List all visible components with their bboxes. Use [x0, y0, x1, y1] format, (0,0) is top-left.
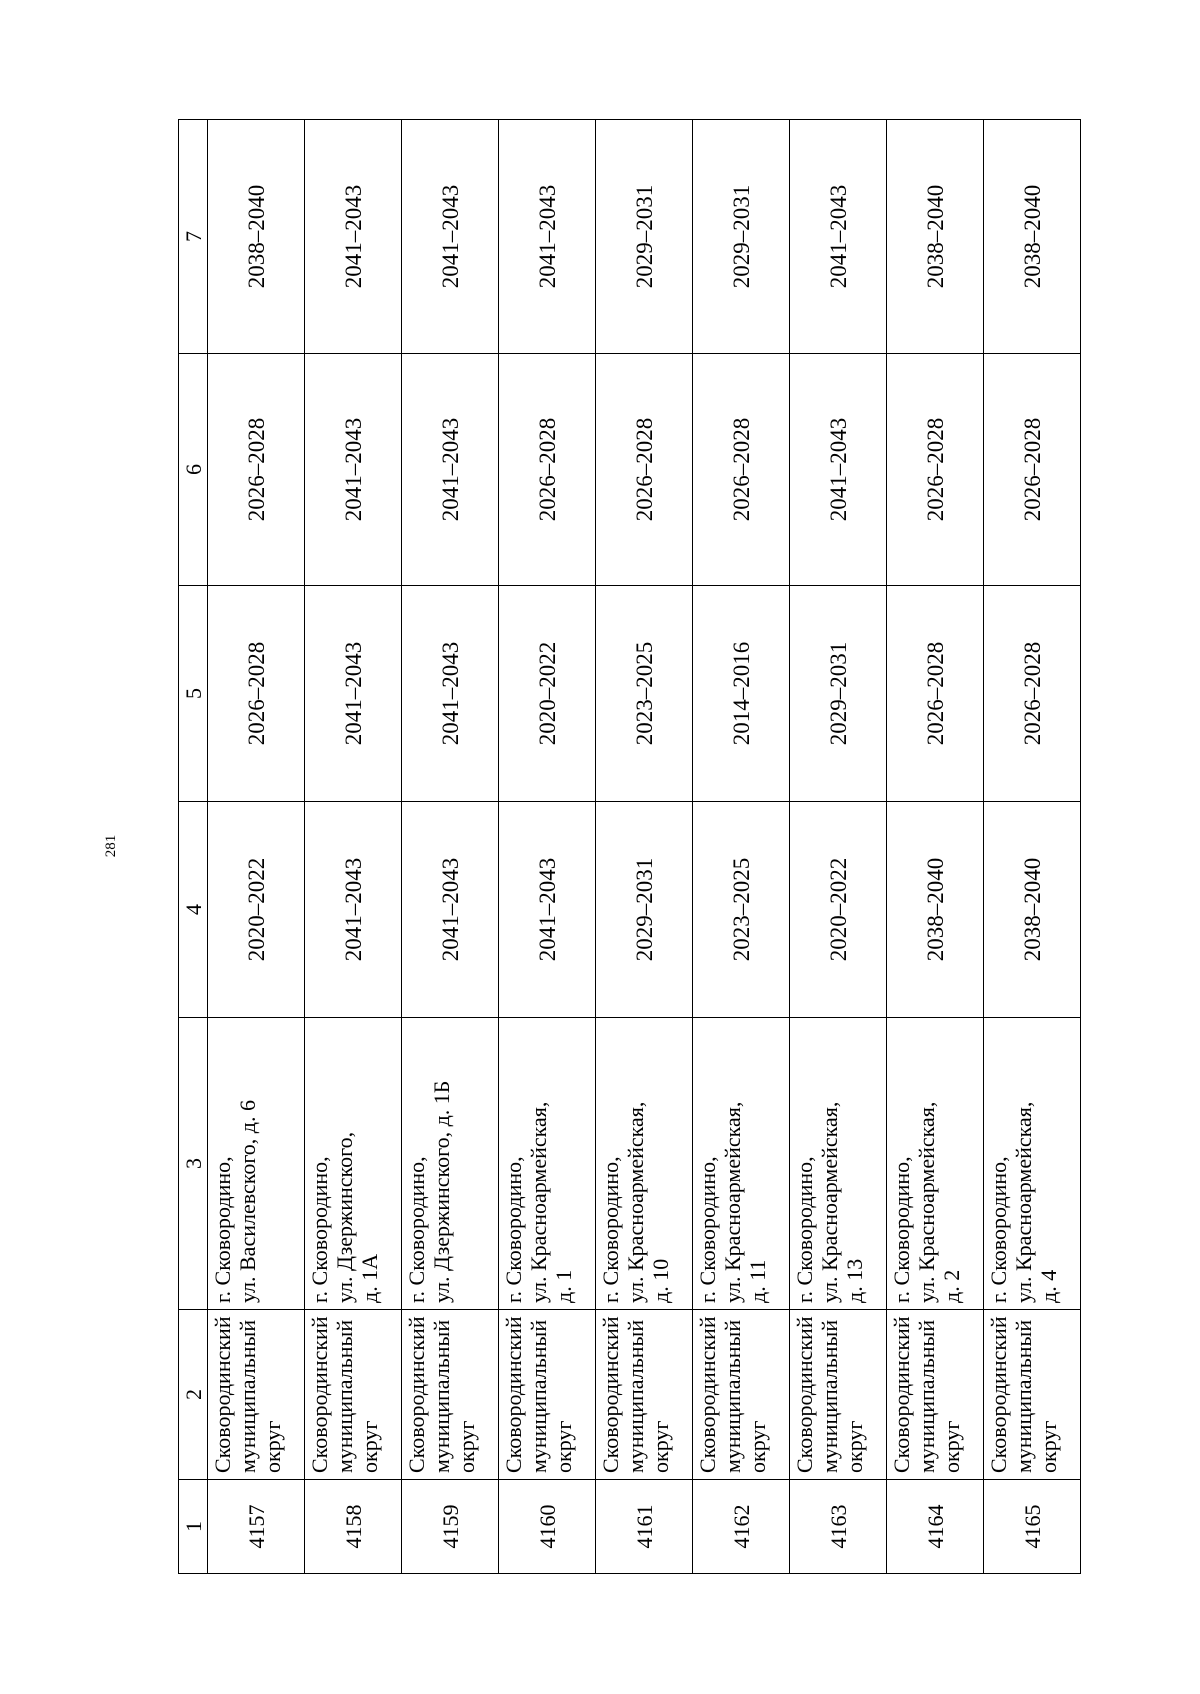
table-row — [596, 120, 693, 1574]
period-cell-6: 2041–2043 — [790, 354, 887, 586]
period-cell-5: 2014–2016 — [693, 586, 790, 802]
header-cell: 6 — [179, 354, 208, 586]
table-row — [499, 120, 596, 1574]
row-number-cell: 4165 — [984, 1480, 1081, 1574]
table-row — [790, 120, 887, 1574]
address-cell: г. Сковородино, ул. Красноармейская, д. 10 — [596, 1018, 693, 1310]
row-number-cell: 4163 — [790, 1480, 887, 1574]
schedule-table — [178, 119, 1081, 1574]
period-cell-7: 2041–2043 — [790, 120, 887, 354]
period-cell-7: 2029–2031 — [693, 120, 790, 354]
district-cell: Сковородинский муниципальный округ — [402, 1310, 499, 1480]
period-cell-4: 2041–2043 — [305, 802, 402, 1018]
address-cell: г. Сковородино, ул. Красноармейская, д. 11 — [693, 1018, 790, 1310]
period-cell-4: 2041–2043 — [499, 802, 596, 1018]
period-cell-5: 2023–2025 — [596, 586, 693, 802]
period-cell-4: 2041–2043 — [402, 802, 499, 1018]
period-cell-6: 2026–2028 — [208, 354, 305, 586]
address-cell: г. Сковородино, ул. Василевского, д. 6 — [208, 1018, 305, 1310]
header-cell: 5 — [179, 586, 208, 802]
district-cell: Сковородинский муниципальный округ — [305, 1310, 402, 1480]
period-cell-5: 2026–2028 — [887, 586, 984, 802]
header-cell: 7 — [179, 120, 208, 354]
table-row — [693, 120, 790, 1574]
period-cell-5: 2026–2028 — [208, 586, 305, 802]
page-number: 281 — [103, 834, 119, 858]
header-cell: 4 — [179, 802, 208, 1018]
row-number-cell: 4160 — [499, 1480, 596, 1574]
district-cell: Сковородинский муниципальный округ — [984, 1310, 1081, 1480]
period-cell-4: 2038–2040 — [984, 802, 1081, 1018]
period-cell-6: 2026–2028 — [984, 354, 1081, 586]
header-cell: 1 — [179, 1480, 208, 1574]
period-cell-5: 2026–2028 — [984, 586, 1081, 802]
period-cell-6: 2026–2028 — [887, 354, 984, 586]
district-cell: Сковородинский муниципальный округ — [208, 1310, 305, 1480]
period-cell-7: 2041–2043 — [305, 120, 402, 354]
period-cell-5: 2041–2043 — [305, 586, 402, 802]
district-cell: Сковородинский муниципальный округ — [596, 1310, 693, 1480]
period-cell-5: 2029–2031 — [790, 586, 887, 802]
period-cell-7: 2038–2040 — [208, 120, 305, 354]
period-cell-5: 2020–2022 — [499, 586, 596, 802]
district-cell: Сковородинский муниципальный округ — [499, 1310, 596, 1480]
row-number-cell: 4159 — [402, 1480, 499, 1574]
period-cell-7: 2041–2043 — [402, 120, 499, 354]
period-cell-6: 2041–2043 — [402, 354, 499, 586]
header-cell: 2 — [179, 1310, 208, 1480]
district-cell: Сковородинский муниципальный округ — [693, 1310, 790, 1480]
table-row — [402, 120, 499, 1574]
period-cell-7: 2038–2040 — [984, 120, 1081, 354]
period-cell-4: 2029–2031 — [596, 802, 693, 1018]
period-cell-6: 2026–2028 — [693, 354, 790, 586]
address-cell: г. Сковородино, ул. Красноармейская, д. 1 — [499, 1018, 596, 1310]
period-cell-7: 2038–2040 — [887, 120, 984, 354]
district-cell: Сковородинский муниципальный округ — [790, 1310, 887, 1480]
table-row — [984, 120, 1081, 1574]
row-number-cell: 4158 — [305, 1480, 402, 1574]
table-row — [305, 120, 402, 1574]
row-number-cell: 4157 — [208, 1480, 305, 1574]
district-cell: Сковородинский муниципальный округ — [887, 1310, 984, 1480]
address-cell: г. Сковородино, ул. Красноармейская, д. 2 — [887, 1018, 984, 1310]
address-cell: г. Сковородино, ул. Красноармейская, д. 13 — [790, 1018, 887, 1310]
period-cell-7: 2029–2031 — [596, 120, 693, 354]
period-cell-5: 2041–2043 — [402, 586, 499, 802]
header-row — [179, 120, 208, 1574]
table-row — [208, 120, 305, 1574]
period-cell-7: 2041–2043 — [499, 120, 596, 354]
address-cell: г. Сковородино, ул. Дзержинского, д. 1Б — [402, 1018, 499, 1310]
row-number-cell: 4161 — [596, 1480, 693, 1574]
row-number-cell: 4164 — [887, 1480, 984, 1574]
period-cell-6: 2041–2043 — [305, 354, 402, 586]
address-cell: г. Сковородино, ул. Дзержинского, д. 1А — [305, 1018, 402, 1310]
header-cell: 3 — [179, 1018, 208, 1310]
table-row — [887, 120, 984, 1574]
period-cell-6: 2026–2028 — [596, 354, 693, 586]
period-cell-4: 2038–2040 — [887, 802, 984, 1018]
address-cell: г. Сковородино, ул. Красноармейская, д. 4 — [984, 1018, 1081, 1310]
period-cell-4: 2020–2022 — [790, 802, 887, 1018]
rotated-table-container — [178, 120, 1072, 1574]
row-number-cell: 4162 — [693, 1480, 790, 1574]
period-cell-4: 2023–2025 — [693, 802, 790, 1018]
period-cell-4: 2020–2022 — [208, 802, 305, 1018]
period-cell-6: 2026–2028 — [499, 354, 596, 586]
